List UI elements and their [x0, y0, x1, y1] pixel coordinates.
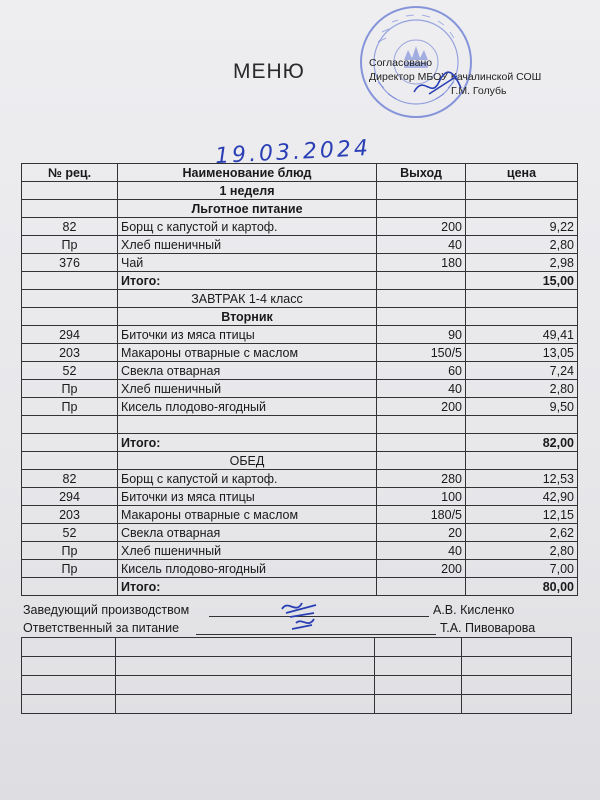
- approval-heading: Согласовано: [369, 57, 433, 69]
- table-row: Пр Кисель плодово-ягодный 200 7,00: [22, 560, 578, 578]
- col-recipe-no: № рец.: [22, 164, 118, 182]
- total-value: 82,00: [466, 434, 578, 452]
- total-label: Итого:: [118, 578, 377, 596]
- table-row: Пр Хлеб пшеничный 40 2,80: [22, 236, 578, 254]
- table-row: 294 Биточки из мяса птицы 100 42,90: [22, 488, 578, 506]
- week-row: [22, 182, 578, 200]
- handwritten-signature: [276, 595, 326, 635]
- table-row: 82 Борщ с капустой и картоф. 200 9,22: [22, 218, 578, 236]
- approval-director: Директор МБОУ Качалинской СОШ: [369, 71, 542, 83]
- table-row: Пр Хлеб пшеничный 40 2,80: [22, 380, 578, 398]
- total-row: [22, 272, 578, 290]
- signatures-block: [21, 603, 572, 639]
- total-row: [22, 578, 578, 596]
- approval-name: Г.М. Голубь: [451, 85, 507, 97]
- nutrition-label: Ответственный за питание: [23, 621, 180, 635]
- blank-table: [21, 637, 572, 714]
- table-row: 52 Свекла отварная 20 2,62: [22, 524, 578, 542]
- table-row: Пр Кисель плодово-ягодный 200 9,50: [22, 398, 578, 416]
- total-value: 80,00: [466, 578, 578, 596]
- day-label: Вторник: [118, 308, 377, 326]
- section-row: [22, 452, 578, 470]
- table-header-row: [22, 164, 578, 182]
- total-label: Итого:: [118, 434, 377, 452]
- section-row: [22, 290, 578, 308]
- section-row: [22, 200, 578, 218]
- total-value: 15,00: [466, 272, 578, 290]
- table-row: 52 Свекла отварная 60 7,24: [22, 362, 578, 380]
- production-name: А.В. Кисленко: [433, 603, 515, 617]
- total-row: [22, 434, 578, 452]
- approval-block: [369, 56, 541, 98]
- section-benefit-label: Льготное питание: [118, 200, 377, 218]
- menu-title: МЕНЮ: [233, 60, 305, 83]
- nutrition-name: Т.А. Пивоварова: [440, 621, 536, 635]
- director-signature: [409, 64, 469, 104]
- col-dish-name: Наименование блюд: [118, 164, 377, 182]
- table-row: 203 Макароны отварные с маслом 150/5 13,05: [22, 344, 578, 362]
- col-yield: Выход: [377, 164, 466, 182]
- table-row: 294 Биточки из мяса птицы 90 49,41: [22, 326, 578, 344]
- table-row: Пр Хлеб пшеничный 40 2,80: [22, 542, 578, 560]
- total-label: Итого:: [118, 272, 377, 290]
- week-label: 1 неделя: [118, 182, 377, 200]
- table-row: 376 Чай 180 2,98: [22, 254, 578, 272]
- table-row: 82 Борщ с капустой и картоф. 280 12,53: [22, 470, 578, 488]
- col-price: цена: [466, 164, 578, 182]
- spacer-row: [22, 416, 578, 434]
- production-label: Заведующий производством: [23, 603, 190, 617]
- table-row: 203 Макароны отварные с маслом 180/5 12,15: [22, 506, 578, 524]
- lunch-label: ОБЕД: [118, 452, 377, 470]
- day-row: [22, 308, 578, 326]
- menu-table: [21, 163, 578, 596]
- breakfast-label: ЗАВТРАК 1-4 класс: [118, 290, 377, 308]
- menu-date: 19.03.2024: [214, 135, 372, 170]
